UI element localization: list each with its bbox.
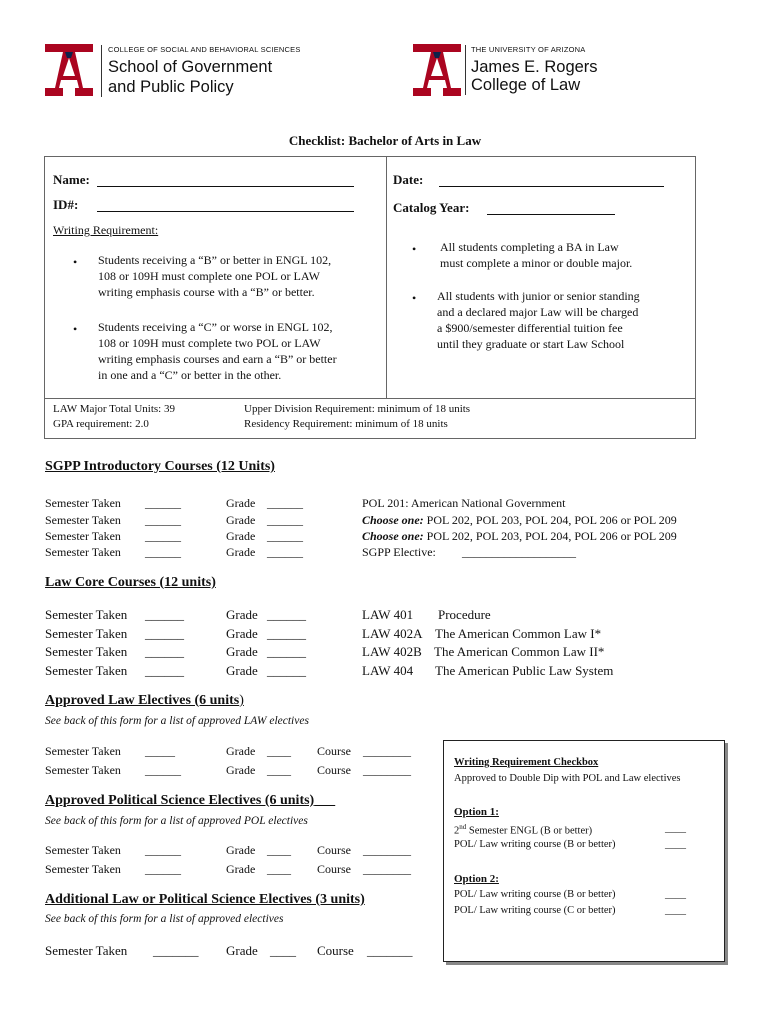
left-bullet-2-line: 108 or 109H must complete two POL or LAW xyxy=(98,336,321,350)
option-2-label: Option 2: xyxy=(454,873,499,885)
semester-taken-label: Semester Taken xyxy=(45,943,128,958)
law-logo-line2: College of Law xyxy=(471,76,581,94)
option-2-check-1[interactable]: ____ xyxy=(665,889,686,900)
option-2-line-1: POL/ Law writing course (B or better) xyxy=(454,889,616,900)
course-label: Course xyxy=(317,862,351,876)
grade-field[interactable]: ______ xyxy=(267,545,303,559)
semester-taken-field[interactable]: ______ xyxy=(145,644,184,659)
grade-field[interactable]: ______ xyxy=(267,607,306,622)
option-2-line-2: POL/ Law writing course (C or better) xyxy=(454,905,616,916)
semester-taken-field[interactable]: _____ xyxy=(145,744,175,758)
law-electives-heading xyxy=(45,693,244,709)
choose-one-label: Choose one: xyxy=(362,529,424,543)
bullet-icon: • xyxy=(412,242,417,256)
grade-field[interactable]: ____ xyxy=(270,943,296,958)
grade-label: Grade xyxy=(226,663,258,678)
date-label: Date: xyxy=(393,172,424,187)
semester-taken-field[interactable]: ______ xyxy=(145,626,184,641)
law-electives-heading-text: Approved Law Electives (6 units xyxy=(45,693,240,708)
course-field[interactable]: ________ xyxy=(363,763,411,777)
writing-requirement-label: Writing Requirement: xyxy=(53,223,159,237)
semester-taken-field[interactable]: ______ xyxy=(145,496,181,510)
law-course-code: LAW 404 xyxy=(362,663,414,678)
option-1-label: Option 1: xyxy=(454,806,499,818)
grade-field[interactable]: ______ xyxy=(267,644,306,659)
grade-label: Grade xyxy=(226,607,258,622)
pol-electives-note: See back of this form for a list of approved POL electives xyxy=(45,815,308,827)
option-1-check-1[interactable]: ____ xyxy=(665,823,686,834)
course-label: Course xyxy=(317,843,351,857)
law-core-heading: Law Core Courses (12 units) xyxy=(45,575,216,590)
grade-label: Grade xyxy=(226,644,258,659)
grade-label: Grade xyxy=(226,763,256,777)
semester-taken-label: Semester Taken xyxy=(45,763,121,777)
arizona-a-logo-right xyxy=(413,44,461,96)
semester-taken-field[interactable]: ______ xyxy=(145,529,181,543)
grade-field[interactable]: ______ xyxy=(267,663,306,678)
course-field[interactable]: ________ xyxy=(363,843,411,857)
sgpp-course-2 xyxy=(362,513,677,528)
pol-electives-heading-tail xyxy=(314,793,335,808)
semester-taken-field[interactable]: ______ xyxy=(145,843,181,857)
grade-field[interactable]: ______ xyxy=(267,626,306,641)
option-2-check-2[interactable]: ____ xyxy=(665,905,686,916)
upper-division-requirement: Upper Division Requirement: minimum of 18 units xyxy=(244,403,471,415)
option-1-line-1-text: Semester ENGL (B or better) xyxy=(466,825,593,837)
right-bullet-2-line: and a declared major Law will be charged xyxy=(437,305,639,319)
law-electives-note: See back of this form for a list of approved LAW electives xyxy=(45,715,309,727)
right-bullet-2-line: a $900/semester differential tuition fee xyxy=(437,321,623,335)
right-bullet-2-line: All students with junior or senior standing xyxy=(437,289,640,303)
ordinal-suffix: nd xyxy=(459,823,467,831)
choose-one-options: POL 202, POL 203, POL 204, POL 206 or POL 209 xyxy=(423,529,677,543)
law-electives-heading-end: ) xyxy=(239,693,244,708)
bullet-icon: • xyxy=(73,322,78,336)
grade-field[interactable]: ____ xyxy=(267,862,291,876)
left-bullet-1-line: writing emphasis course with a “B” or better. xyxy=(98,285,315,299)
semester-taken-field[interactable]: _______ xyxy=(153,943,199,958)
semester-taken-label: Semester Taken xyxy=(45,607,128,622)
additional-electives-note: See back of this form for a list of approved electives xyxy=(45,913,284,925)
law-course-code: LAW 401 xyxy=(362,607,414,622)
left-bullet-2 xyxy=(98,319,337,383)
info-box-footer-divider xyxy=(44,398,695,399)
law-logo-small: THE UNIVERSITY OF ARIZONA xyxy=(471,45,586,54)
sgpp-course-3 xyxy=(362,529,677,544)
date-field[interactable] xyxy=(439,186,664,187)
grade-label: Grade xyxy=(226,843,256,857)
catalog-year-label: Catalog Year: xyxy=(393,200,470,215)
law-course-name: The American Common Law I* xyxy=(435,626,602,641)
right-bullet-1-line: All students completing a BA in Law xyxy=(440,240,619,254)
course-field[interactable]: ________ xyxy=(363,862,411,876)
catalog-year-field[interactable] xyxy=(487,214,615,215)
semester-taken-field[interactable]: ______ xyxy=(145,663,184,678)
semester-taken-label: Semester Taken xyxy=(45,545,121,559)
law-logo-line1: James E. Rogers xyxy=(471,58,598,76)
course-label: Course xyxy=(317,763,351,777)
bullet-icon: • xyxy=(412,291,417,305)
grade-label: Grade xyxy=(226,545,256,559)
course-label: Course xyxy=(317,943,354,958)
left-bullet-1-line: Students receiving a “B” or better in ENGL 102, xyxy=(98,253,332,267)
option-1-check-2[interactable]: ____ xyxy=(665,839,686,850)
law-course-code: LAW 402A xyxy=(362,626,423,641)
semester-taken-label: Semester Taken xyxy=(45,644,128,659)
pol-electives-heading-text: Approved Political Science Electives (6 units) xyxy=(45,793,315,808)
grade-field[interactable]: ______ xyxy=(267,513,303,527)
law-course-code: LAW 402B xyxy=(362,644,422,659)
semester-taken-label: Semester Taken xyxy=(45,862,121,876)
name-field[interactable] xyxy=(97,186,354,187)
semester-taken-label: Semester Taken xyxy=(45,626,128,641)
sgpp-elective-field[interactable]: ___________________ xyxy=(462,545,576,559)
option-1-line-2: POL/ Law writing course (B or better) xyxy=(454,839,616,850)
right-bullet-1-line: must complete a minor or double major. xyxy=(440,256,633,270)
bullet-icon: • xyxy=(73,255,78,269)
course-field[interactable]: ________ xyxy=(363,744,411,758)
grade-field[interactable]: ____ xyxy=(267,744,291,758)
semester-taken-label: Semester Taken xyxy=(45,496,121,510)
sgpp-heading: SGPP Introductory Courses (12 Units) xyxy=(45,459,275,474)
law-course-name: The American Common Law II* xyxy=(434,644,605,659)
course-label: Course xyxy=(317,744,351,758)
law-course-name: Procedure xyxy=(438,607,491,622)
total-units: LAW Major Total Units: 39 xyxy=(53,403,175,415)
left-bullet-2-line: writing emphasis courses and earn a “B” or better xyxy=(98,352,337,366)
name-label: Name: xyxy=(53,172,90,187)
box-footer-right xyxy=(244,402,470,432)
semester-taken-label: Semester Taken xyxy=(45,513,121,527)
grade-label: Grade xyxy=(226,862,256,876)
grade-field[interactable]: ______ xyxy=(267,529,303,543)
gpa-requirement: GPA requirement: 2.0 xyxy=(53,418,149,430)
box-footer-left xyxy=(53,402,175,432)
semester-taken-label: Semester Taken xyxy=(45,744,121,758)
residency-requirement: Residency Requirement: minimum of 18 units xyxy=(244,418,448,430)
option-1-line-1 xyxy=(454,823,592,837)
course-field[interactable]: _______ xyxy=(367,943,413,958)
semester-taken-field[interactable]: ______ xyxy=(145,545,181,559)
checkbox-title: Writing Requirement Checkbox xyxy=(454,757,599,768)
grade-label: Grade xyxy=(226,513,256,527)
sgpp-logo-line1: School of Government xyxy=(108,58,273,76)
page-title: Checklist: Bachelor of Arts in Law xyxy=(288,133,482,148)
choose-one-label: Choose one: xyxy=(362,513,424,527)
left-bullet-1 xyxy=(98,252,331,300)
sgpp-course-1: POL 201: American National Government xyxy=(362,496,566,510)
grade-label: Grade xyxy=(226,529,256,543)
id-label: ID#: xyxy=(53,197,79,212)
grade-label: Grade xyxy=(226,744,256,758)
choose-one-options: POL 202, POL 203, POL 204, POL 206 or POL 209 xyxy=(423,513,677,527)
grade-label: Grade xyxy=(226,943,258,958)
sgpp-logo-line2: and Public Policy xyxy=(108,78,234,96)
checkbox-subtitle: Approved to Double Dip with POL and Law electives xyxy=(454,773,681,784)
grade-label: Grade xyxy=(226,626,258,641)
grade-field[interactable]: ______ xyxy=(267,496,303,510)
right-bullet-2 xyxy=(437,288,640,352)
semester-taken-label: Semester Taken xyxy=(45,663,128,678)
grade-field[interactable]: ____ xyxy=(267,763,291,777)
left-bullet-2-line: in one and a “C” or better in the other. xyxy=(98,368,282,382)
sgpp-elective-label: SGPP Elective: xyxy=(362,545,436,559)
left-bullet-1-line: 108 or 109H must complete one POL or LAW xyxy=(98,269,320,283)
ordinal-number: 2 xyxy=(454,825,460,837)
arizona-a-logo-left xyxy=(45,44,93,96)
pol-electives-heading xyxy=(45,793,335,809)
semester-taken-field[interactable]: ______ xyxy=(145,607,184,622)
left-bullet-2-line: Students receiving a “C” or worse in ENGL 102, xyxy=(98,320,333,334)
semester-taken-field[interactable]: ______ xyxy=(145,862,181,876)
additional-electives-heading: Additional Law or Political Science Electives (3 units) xyxy=(45,892,365,907)
grade-field[interactable]: ____ xyxy=(267,843,291,857)
semester-taken-field[interactable]: ______ xyxy=(145,763,181,777)
semester-taken-label: Semester Taken xyxy=(45,529,121,543)
law-course-name: The American Public Law System xyxy=(435,663,614,678)
right-bullet-2-line: until they graduate or start Law School xyxy=(437,337,625,351)
semester-taken-field[interactable]: ______ xyxy=(145,513,181,527)
sgpp-logo-small: COLLEGE OF SOCIAL AND BEHAVIORAL SCIENCES xyxy=(108,45,301,54)
right-bullet-1 xyxy=(440,239,632,271)
id-field[interactable] xyxy=(97,211,354,212)
info-box-divider xyxy=(386,157,387,399)
grade-label: Grade xyxy=(226,496,256,510)
semester-taken-label: Semester Taken xyxy=(45,843,121,857)
